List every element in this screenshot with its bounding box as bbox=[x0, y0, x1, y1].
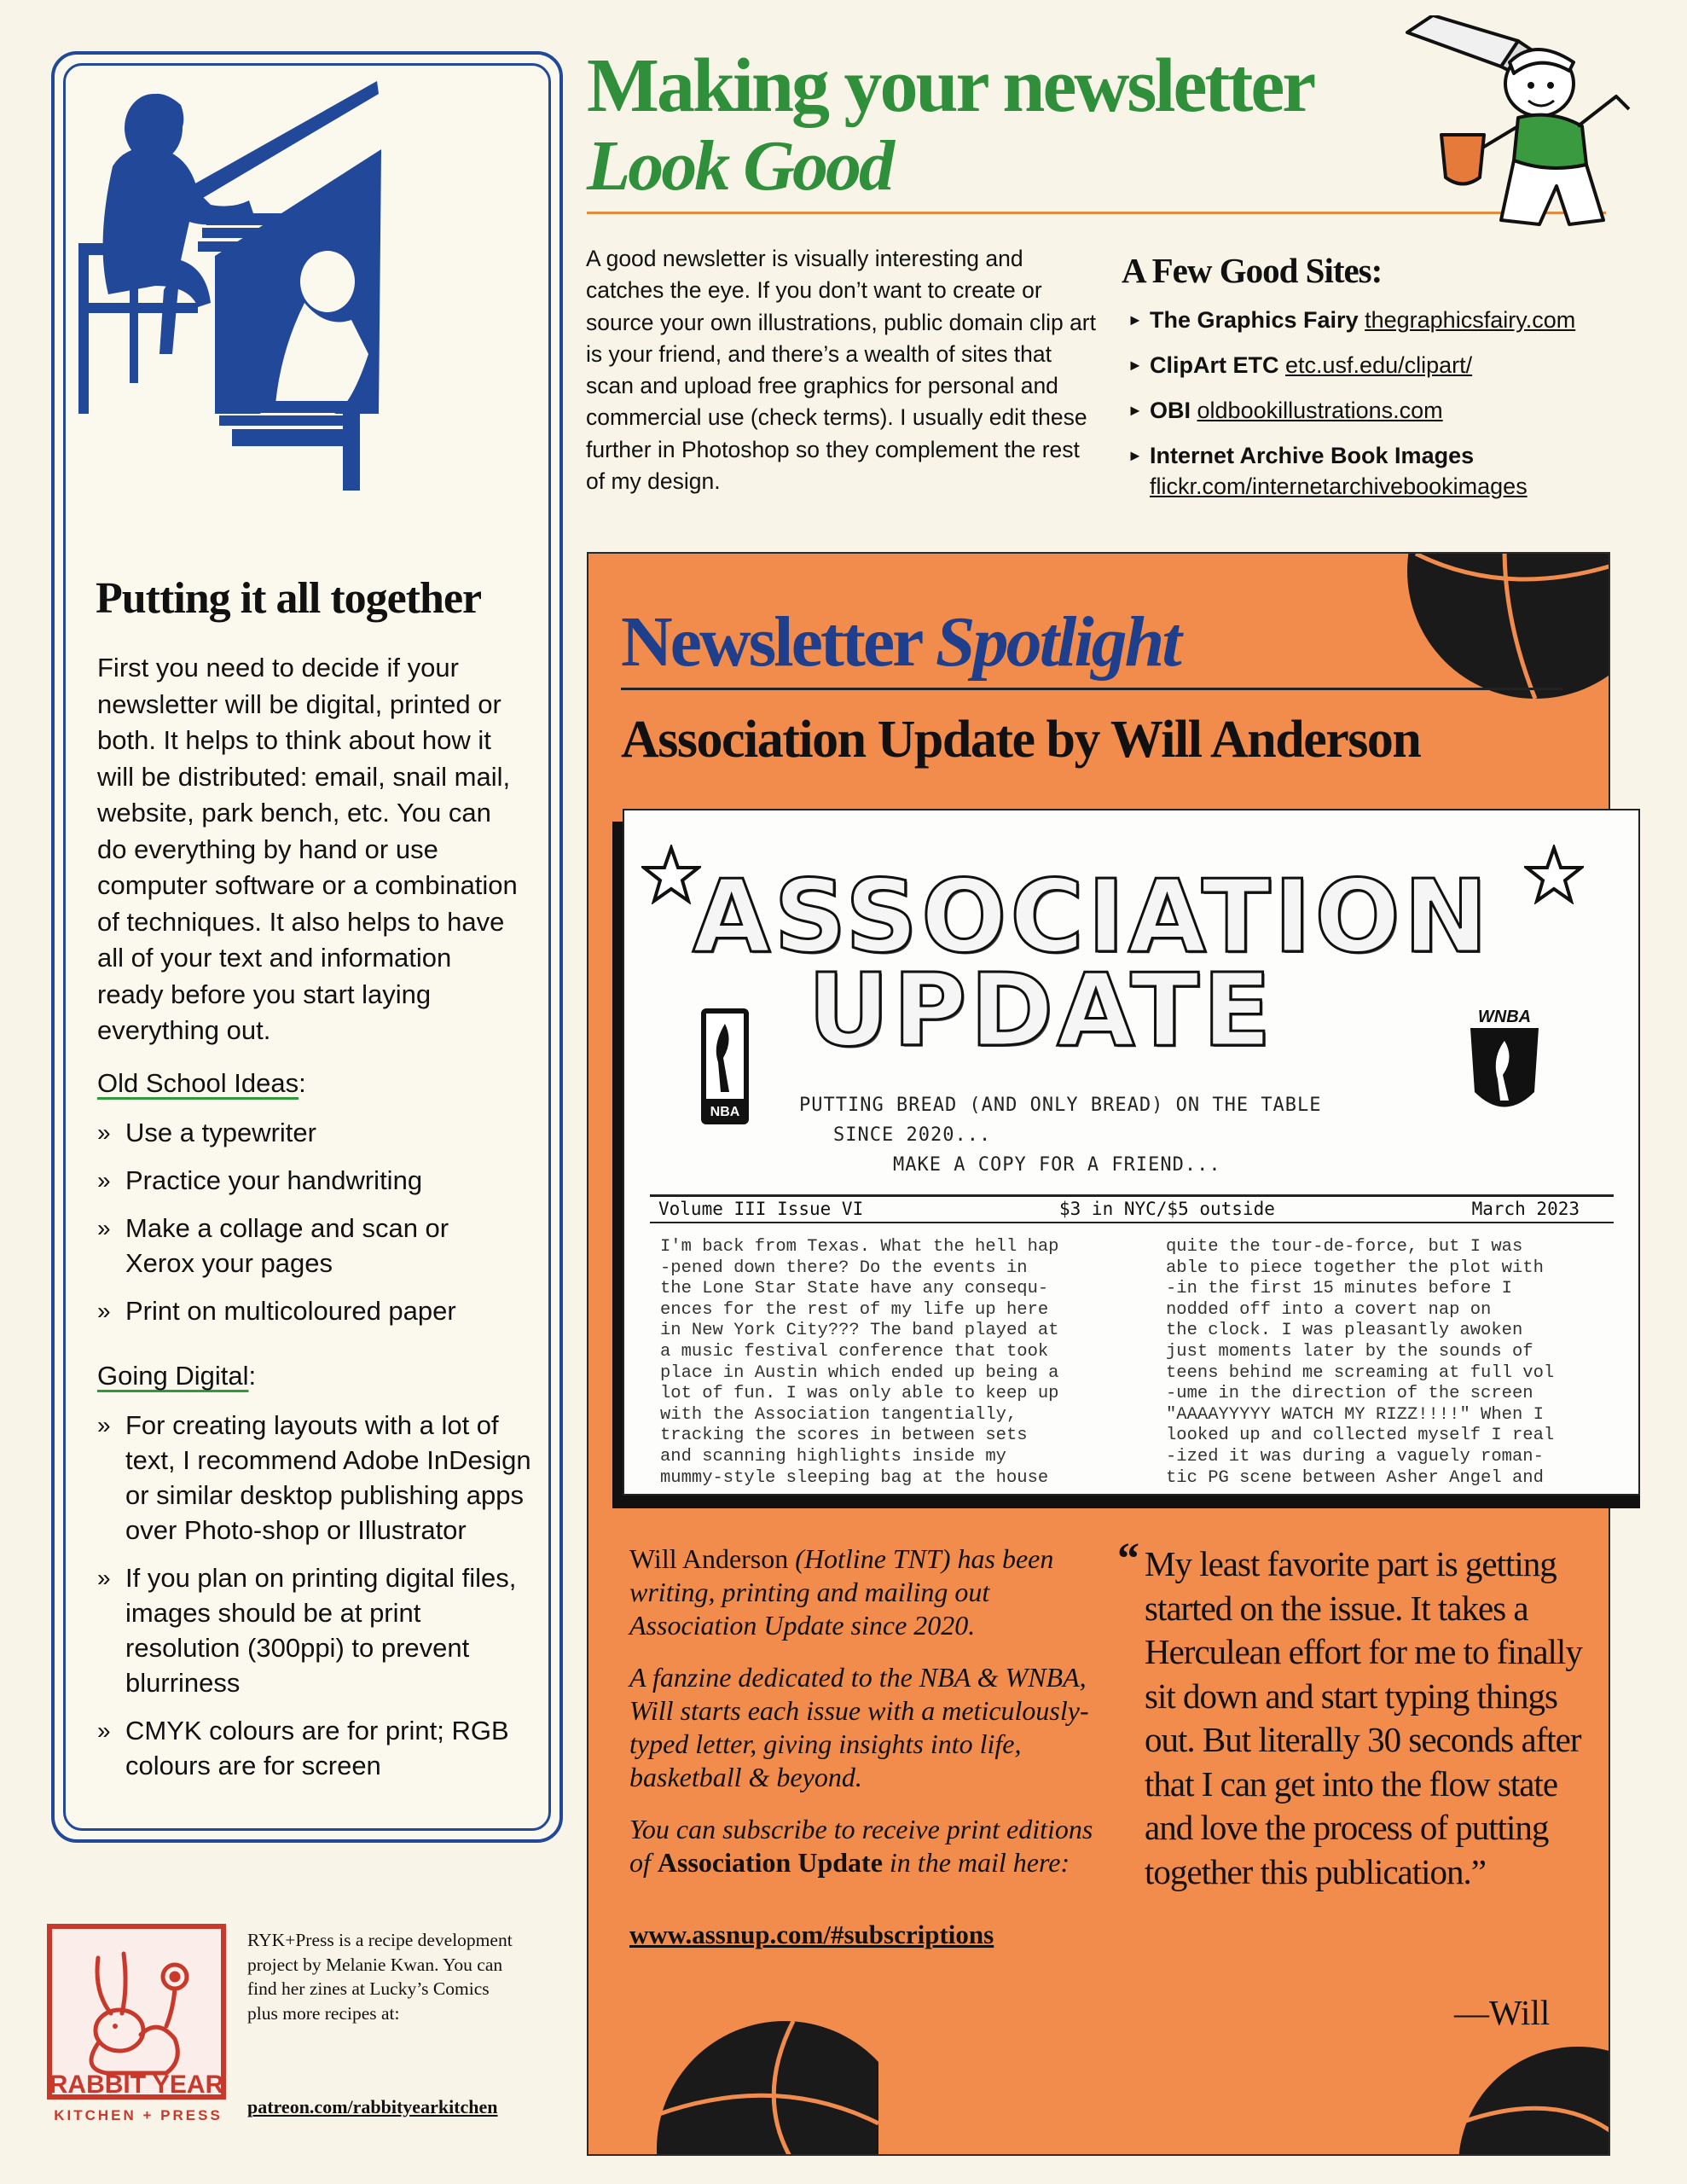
star-icon bbox=[1524, 845, 1584, 904]
bullet-icon: » bbox=[97, 1565, 111, 1591]
bio-bold-title: Association Update bbox=[657, 1847, 883, 1878]
site-name: ClipArt ETC bbox=[1150, 352, 1279, 378]
list-item bbox=[97, 1560, 532, 1700]
bullet-icon: » bbox=[97, 1412, 111, 1438]
going-digital-heading-colon: : bbox=[248, 1361, 257, 1391]
basketball-decoration-icon bbox=[1390, 552, 1610, 699]
site-link[interactable]: oldbookillustrations.com bbox=[1197, 398, 1443, 423]
list-item-text: Make a collage and scan or Xerox your pages bbox=[125, 1213, 449, 1278]
old-school-heading bbox=[97, 1068, 306, 1099]
bio-text: You can subscribe to receive print editions of bbox=[629, 1814, 1093, 1878]
bio-text: (Hotline TNT) has been writing, printing and mailing out Association Update since 2020. bbox=[629, 1543, 1054, 1641]
list-item bbox=[97, 1713, 532, 1783]
scan-volume: Volume III Issue VI bbox=[658, 1199, 864, 1219]
site-name: The Graphics Fairy bbox=[1150, 307, 1359, 333]
old-school-heading-colon: : bbox=[299, 1068, 306, 1098]
good-sites-list bbox=[1128, 305, 1639, 516]
list-item-text: For creating layouts with a lot of text, I recommend Adobe InDesign or similar desktop publishing apps over Photo-shop or Illustrator bbox=[125, 1410, 531, 1545]
spotlight-rule bbox=[621, 688, 1562, 690]
bullet-icon: » bbox=[97, 1215, 111, 1241]
spotlight-heading-italic: Spotlight bbox=[935, 602, 1180, 682]
wnba-logo-text: WNBA bbox=[1477, 1008, 1532, 1026]
scan-title-line1: ASSOCIATION bbox=[693, 857, 1492, 975]
triangle-bullet-icon: ► bbox=[1128, 357, 1143, 374]
ryk-press-blurb: RYK+Press is a recipe development project by Melanie Kwan. You can find her zines at Lucky’s Comics plus more recipes at: bbox=[247, 1930, 513, 2024]
quote-author: —Will bbox=[1454, 1993, 1551, 2032]
going-digital-heading-text: Going Digital bbox=[97, 1361, 249, 1391]
site-name: OBI bbox=[1150, 398, 1191, 423]
page-title-line1: Making your newsletter bbox=[587, 44, 1314, 128]
list-item-text: If you plan on printing digital files, images should be at print resolution (300ppi) to prevent blurriness bbox=[125, 1563, 517, 1698]
bio-paragraph bbox=[629, 1813, 1107, 1879]
bullet-icon: » bbox=[97, 1119, 111, 1146]
bio-paragraph: A fanzine dedicated to the NBA & WNBA, Will starts each issue with a meticulously-typed letter, giving insights into life, basketball & beyond. bbox=[629, 1662, 1089, 1792]
quote-open-mark: “ bbox=[1117, 1535, 1139, 1583]
tagline-line: MAKE A COPY FOR A FRIEND... bbox=[893, 1154, 1221, 1176]
site-item bbox=[1128, 440, 1639, 502]
page-title-line2: Look Good bbox=[587, 126, 892, 206]
typists-illustration bbox=[61, 47, 445, 491]
kitchen-press-label: KITCHEN + PRESS bbox=[54, 2107, 223, 2123]
site-item bbox=[1128, 305, 1639, 335]
list-item-text: Practice your handwriting bbox=[125, 1165, 423, 1195]
site-link[interactable]: etc.usf.edu/clipart/ bbox=[1285, 352, 1473, 378]
will-quote bbox=[1117, 1535, 1588, 1894]
site-link[interactable]: thegraphicsfairy.com bbox=[1365, 307, 1576, 333]
list-item bbox=[97, 1293, 524, 1328]
triangle-bullet-icon: ► bbox=[1128, 447, 1143, 464]
bio-name: Will Anderson bbox=[629, 1543, 789, 1574]
basketball-decoration-icon bbox=[657, 2004, 878, 2156]
site-item bbox=[1128, 395, 1639, 426]
spotlight-heading bbox=[621, 604, 1180, 681]
site-name: Internet Archive Book Images bbox=[1150, 443, 1475, 468]
rabbit-year-stamp-logo bbox=[47, 1924, 226, 2120]
old-school-heading-text: Old School Ideas bbox=[97, 1068, 299, 1098]
running-painter-illustration bbox=[1373, 15, 1655, 229]
quote-text: My least favorite part is getting started on the issue. It takes a Herculean effort for me to finally sit down and start typing things out. But literally 30 seconds after that I can get into the flow state and love the process of putting together this publication.” bbox=[1145, 1544, 1582, 1891]
list-item-text: Use a typewriter bbox=[125, 1118, 316, 1147]
bullet-icon: » bbox=[97, 1167, 111, 1194]
triangle-bullet-icon: ► bbox=[1128, 311, 1143, 328]
bio-text: in the mail here: bbox=[882, 1847, 1070, 1878]
scan-typed-column-right: quite the tour-de-force, but I was able to piece together the plot with -in the first 15 minutes before I nodded off into a covert nap on the clock. I was pleasantly awoken just moments later by the sounds of teens behind me screaming at full vol -ume in the direction of the screen "AAAAYYYYY WATCH MY RIZZ!!!!" When I looked up and collected myself I real -ized it was during a vaguely roman- tic PG scene between Asher Angel and bbox=[1166, 1237, 1555, 1488]
scan-price: $3 in NYC/$5 outside bbox=[1059, 1199, 1275, 1219]
bullet-icon: » bbox=[97, 1717, 111, 1744]
rabbit-year-stamp-text: RABBIT YEAR bbox=[49, 2071, 224, 2099]
list-item-text: Print on multicoloured paper bbox=[125, 1296, 456, 1326]
tagline-line: SINCE 2020... bbox=[833, 1124, 992, 1146]
patreon-link[interactable]: patreon.com/rabbityearkitchen bbox=[247, 2096, 498, 2117]
list-item-text: CMYK colours are for print; RGB colours are for screen bbox=[125, 1716, 509, 1780]
association-update-scan bbox=[623, 809, 1640, 1496]
scan-typed-column-left: I'm back from Texas. What the hell hap -pened down there? Do the events in the Lone Star State have any consequ- ences for the rest of my life up here in New York City??? The band played at a music festival conference that took place in Austin which ended up being a lot of fun. I was only able to keep up with the Association tangentially, tracking the scores in between sets and scanning highlights inside my mummy-style sleeping bag at the house bbox=[660, 1237, 1059, 1488]
site-link[interactable]: flickr.com/internetarchivebookimages bbox=[1150, 473, 1528, 499]
going-digital-list bbox=[97, 1408, 532, 1796]
list-item bbox=[97, 1115, 524, 1150]
spotlight-subheading: Association Update by Will Anderson bbox=[621, 711, 1421, 769]
wnba-logo-icon bbox=[1462, 1007, 1547, 1126]
putting-together-body: First you need to decide if your newsletter will be digital, printed or both. It helps to think about how it will be distributed: email, snail mail, website, park bench, etc. You can do everything by hand or use computer software or a combination of techniques. It also helps to have all of your text and information ready before you start laying everything out. bbox=[97, 653, 518, 1045]
list-item bbox=[97, 1211, 524, 1281]
subscription-link[interactable]: www.assnup.com/#subscriptions bbox=[629, 1920, 994, 1949]
bio-paragraph bbox=[629, 1542, 1107, 1642]
putting-together-heading: Putting it all together bbox=[96, 574, 482, 623]
good-sites-heading: A Few Good Sites: bbox=[1122, 251, 1383, 290]
list-item bbox=[97, 1408, 532, 1548]
scan-handwritten-tagline bbox=[799, 1090, 1396, 1180]
nba-logo-text: NBA bbox=[710, 1105, 740, 1119]
spotlight-heading-plain: Newsletter bbox=[621, 602, 920, 682]
scan-masthead-row bbox=[650, 1194, 1614, 1223]
old-school-list bbox=[97, 1115, 524, 1341]
basketball-decoration-icon bbox=[1441, 2030, 1610, 2156]
scan-date: March 2023 bbox=[1471, 1199, 1580, 1219]
nba-logo-icon bbox=[699, 1007, 751, 1126]
triangle-bullet-icon: ► bbox=[1128, 402, 1143, 419]
bullet-icon: » bbox=[97, 1298, 111, 1324]
intro-paragraph: A good newsletter is visually interesting and catches the eye. If you don’t want to create or source your own illustrations, public domain clip art is your friend, and there’s a wealth of sites that scan and upload free graphics for personal and commercial use (check terms). I usually edit these further in Photoshop so they complement the rest of my design. bbox=[586, 246, 1096, 495]
going-digital-heading bbox=[97, 1361, 256, 1391]
site-item bbox=[1128, 350, 1639, 380]
list-item bbox=[97, 1163, 524, 1198]
tagline-line: PUTTING BREAD (AND ONLY BREAD) ON THE TABLE bbox=[799, 1095, 1322, 1116]
scan-title-line2: UPDATE bbox=[808, 951, 1275, 1069]
will-anderson-bio bbox=[629, 1542, 1107, 1898]
